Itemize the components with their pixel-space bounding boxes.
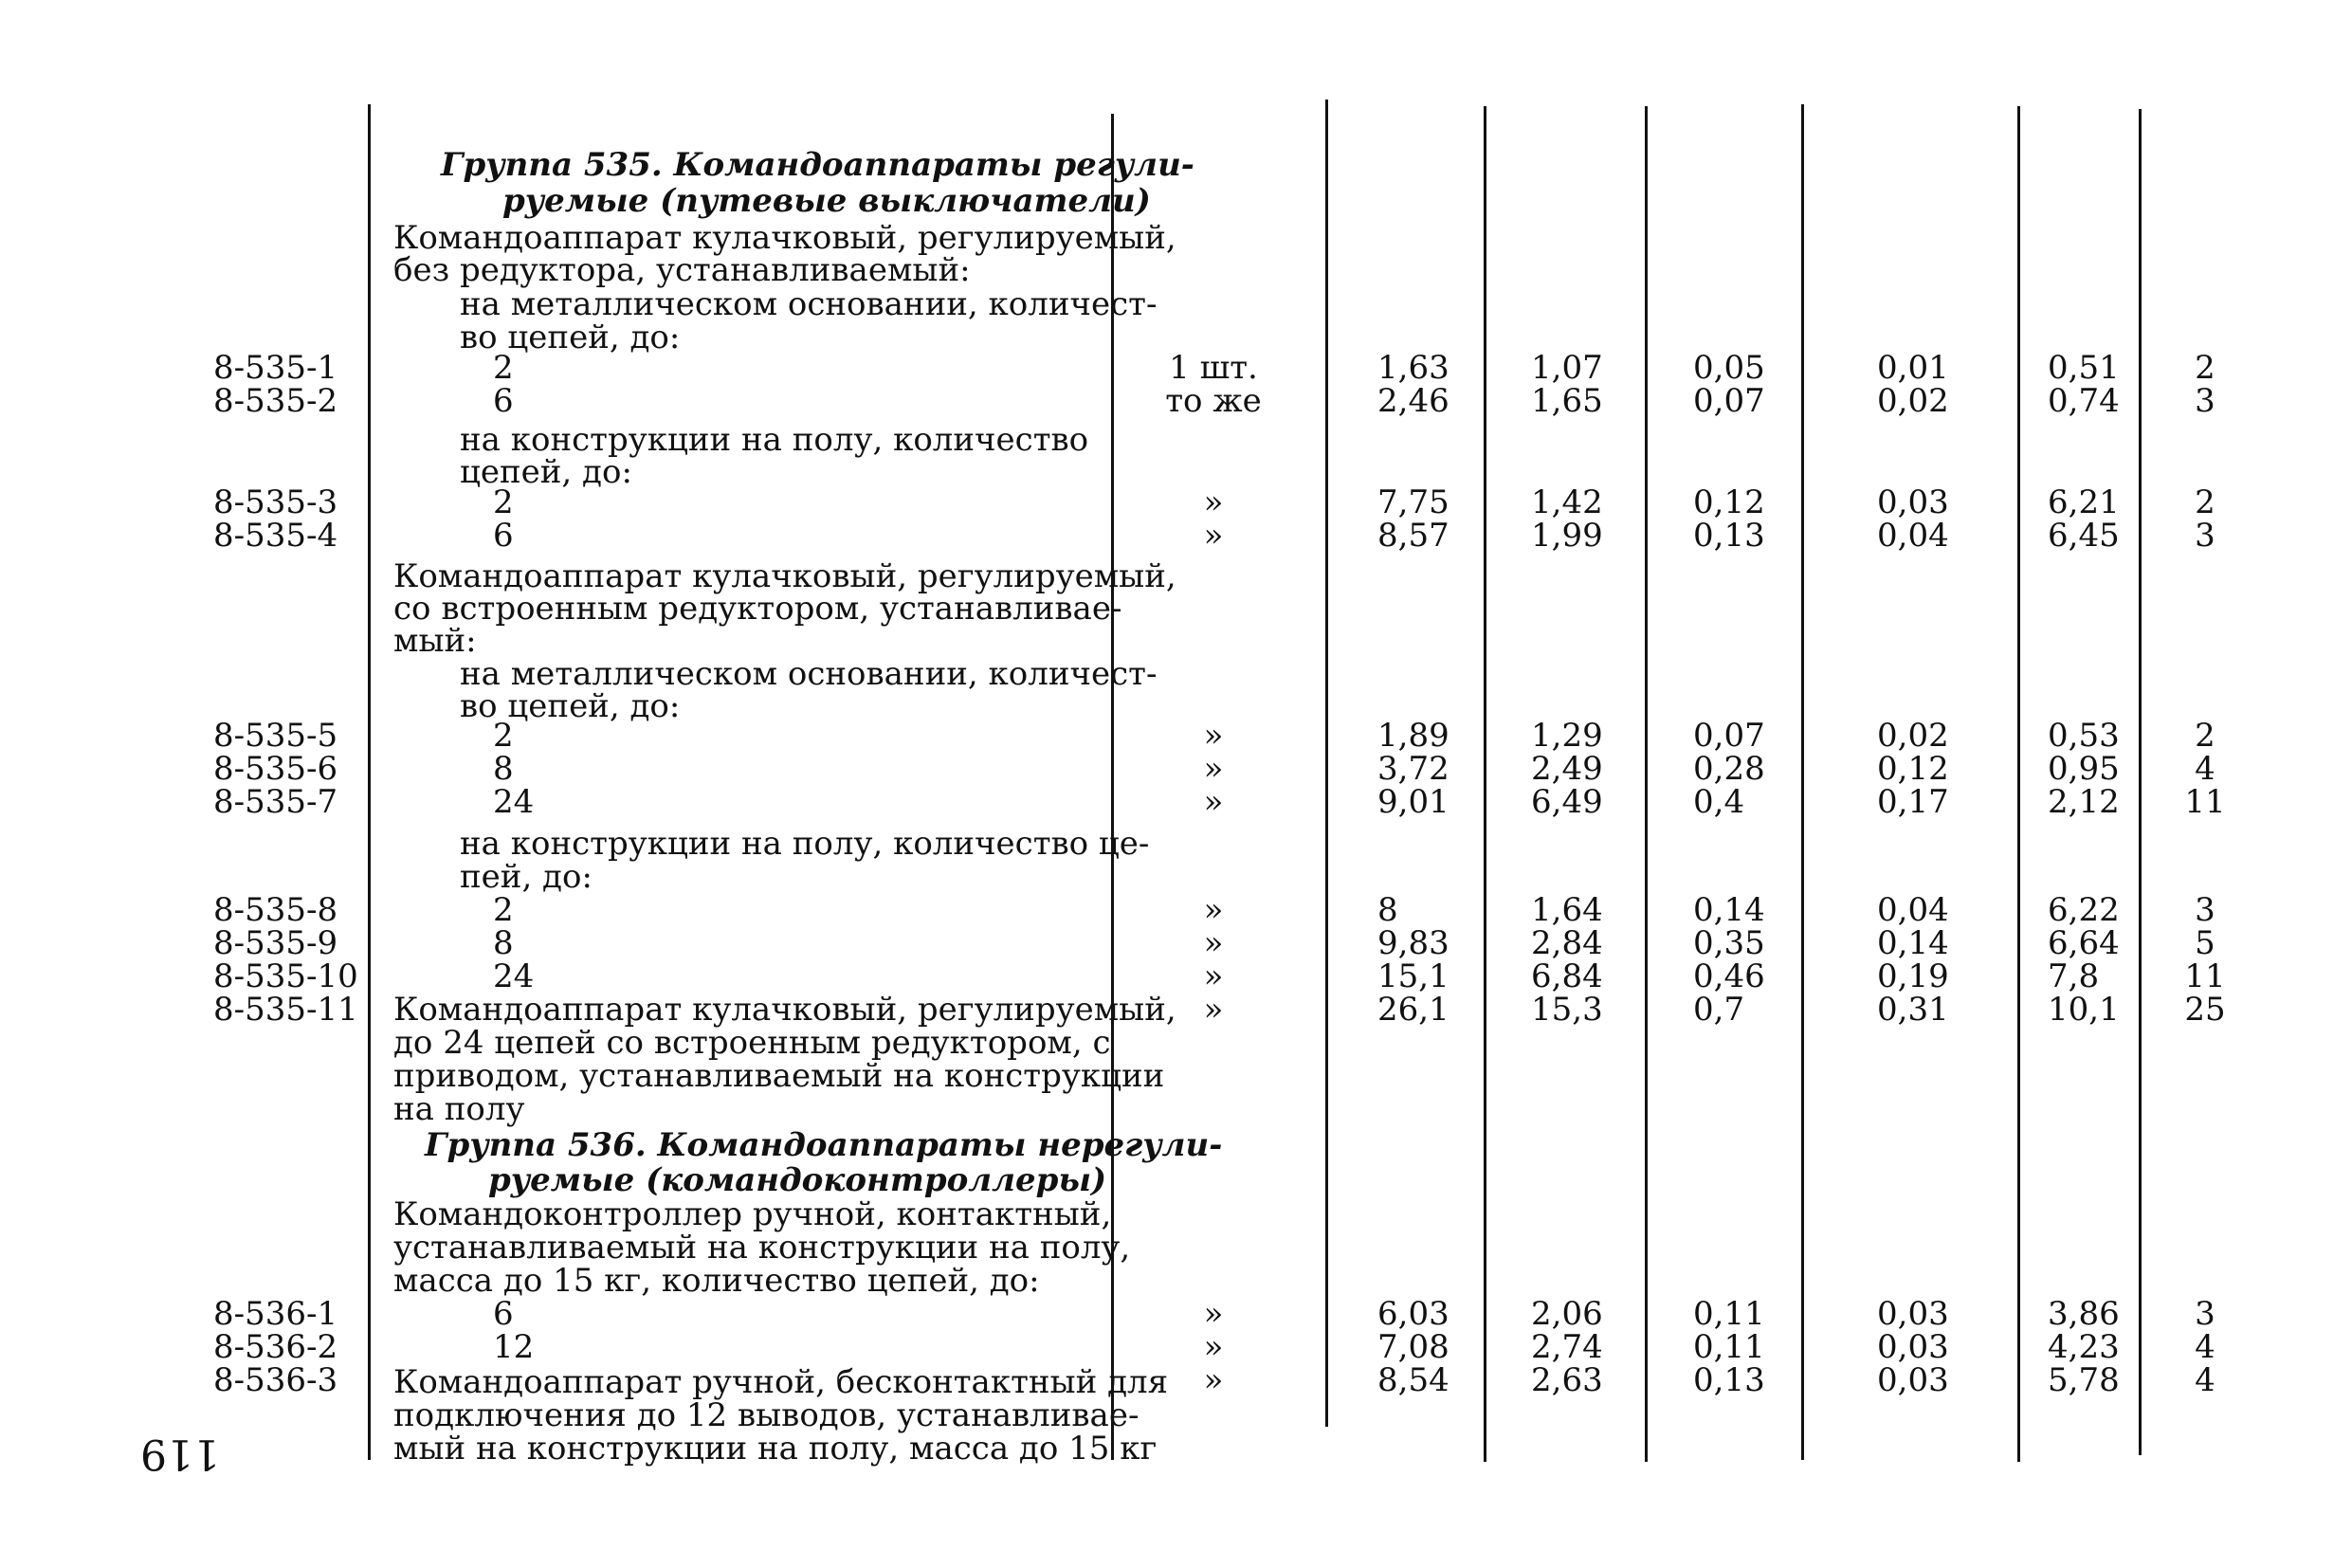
row-value-2: 1,29 <box>1531 717 1603 755</box>
row-value-3: 0,13 <box>1693 517 1765 555</box>
row-value-6: 2 <box>2195 349 2215 387</box>
row-value-4: 0,04 <box>1877 517 1949 555</box>
row-code: 8-535-2 <box>213 382 338 420</box>
row-value-3: 0,35 <box>1693 924 1765 962</box>
desc-b3: мый: <box>393 622 477 660</box>
row-value-5: 0,74 <box>2048 382 2120 420</box>
row-value-4: 0,19 <box>1877 957 1949 995</box>
row-value-3: 0,05 <box>1693 349 1765 387</box>
row-value-1: 8,57 <box>1377 517 1449 555</box>
row-unit: » <box>1203 483 1224 521</box>
row-code: 8-535-7 <box>213 783 338 821</box>
row-unit: » <box>1203 717 1224 755</box>
row-value-6: 2 <box>2195 717 2215 755</box>
desc-b4: на металлическом основании, количест- <box>460 655 1158 693</box>
desc-a2: без редуктора, устанавливаемый: <box>393 251 971 289</box>
row-value-4: 0,14 <box>1877 924 1949 962</box>
row-code: 8-535-3 <box>213 483 338 521</box>
row-value-2: 6,84 <box>1531 957 1603 995</box>
desc-a4: во цепей, до: <box>460 319 681 356</box>
row-unit: » <box>1203 1361 1224 1399</box>
row-value-1: 1,63 <box>1377 349 1449 387</box>
row-code: 8-535-1 <box>213 349 338 387</box>
rule-col2 <box>1484 106 1486 1462</box>
row-value-6: 25 <box>2184 991 2226 1029</box>
row-value-1: 2,46 <box>1377 382 1449 420</box>
row-circuits: 8 <box>493 924 514 962</box>
row-code: 8-535-11 <box>213 991 358 1029</box>
row-value-5: 6,45 <box>2048 517 2120 555</box>
row-value-5: 2,12 <box>2048 783 2120 821</box>
row-code: 8-536-1 <box>213 1295 338 1333</box>
row-value-5: 0,53 <box>2048 717 2120 755</box>
row-value-2: 1,99 <box>1531 517 1603 555</box>
desc-e2: подключения до 12 выводов, устанавливае- <box>393 1396 1140 1434</box>
row-value-5: 6,22 <box>2048 891 2120 929</box>
row-unit: » <box>1203 891 1224 929</box>
row-value-2: 1,65 <box>1531 382 1603 420</box>
row-value-6: 4 <box>2195 750 2215 788</box>
row-value-2: 1,42 <box>1531 483 1603 521</box>
desc-b2: со встроенным редуктором, устанавливае- <box>393 590 1122 628</box>
row-value-3: 0,07 <box>1693 717 1765 755</box>
group535-title-line2: руемые (путевые выключатели) <box>502 182 1151 220</box>
row-value-1: 8,54 <box>1377 1361 1449 1399</box>
desc-e3: мый на конструкции на полу, масса до 15 кг <box>393 1430 1158 1468</box>
desc-b1: Командоаппарат кулачковый, регулируемый, <box>393 557 1176 595</box>
desc-b7: пей, до: <box>460 858 593 896</box>
desc-b5: во цепей, до: <box>460 687 681 725</box>
row-value-6: 2 <box>2195 483 2215 521</box>
row-value-6: 4 <box>2195 1328 2215 1366</box>
row-value-3: 0,7 <box>1693 991 1745 1029</box>
desc-a3: на металлическом основании, количест- <box>460 285 1158 323</box>
desc-d3: масса до 15 кг, количество цепей, до: <box>393 1262 1040 1300</box>
row-value-5: 0,95 <box>2048 750 2120 788</box>
row-unit: » <box>1203 991 1224 1029</box>
row-circuits: 2 <box>493 349 514 387</box>
row-code: 8-535-6 <box>213 750 338 788</box>
row-circuits: 12 <box>493 1328 535 1366</box>
row-unit: 1 шт. <box>1169 349 1258 387</box>
row-value-4: 0,01 <box>1877 349 1949 387</box>
row-value-4: 0,03 <box>1877 1361 1949 1399</box>
row-value-2: 2,06 <box>1531 1295 1603 1333</box>
desc-c4: на полу <box>393 1090 525 1128</box>
desc-a1: Командоаппарат кулачковый, регулируемый, <box>393 219 1176 257</box>
row-value-1: 9,83 <box>1377 924 1449 962</box>
row-value-5: 6,21 <box>2048 483 2120 521</box>
row-value-5: 5,78 <box>2048 1361 2120 1399</box>
rule-col3 <box>1645 106 1648 1462</box>
row-code: 8-536-3 <box>213 1361 338 1399</box>
row-value-4: 0,03 <box>1877 1328 1949 1366</box>
desc-b6: на конструкции на полу, количество це- <box>460 825 1150 863</box>
row-circuits: 24 <box>493 783 535 821</box>
row-unit: » <box>1203 783 1224 821</box>
desc-c1: Командоаппарат кулачковый, регулируемый, <box>393 991 1176 1029</box>
row-value-5: 0,51 <box>2048 349 2120 387</box>
row-unit: » <box>1203 750 1224 788</box>
row-circuits: 2 <box>493 483 514 521</box>
row-circuits: 2 <box>493 717 514 755</box>
row-value-1: 8 <box>1377 891 1398 929</box>
row-value-1: 3,72 <box>1377 750 1449 788</box>
row-value-3: 0,11 <box>1693 1328 1765 1366</box>
row-circuits: 6 <box>493 517 514 555</box>
row-value-3: 0,4 <box>1693 783 1745 821</box>
row-value-4: 0,02 <box>1877 717 1949 755</box>
desc-e1: Командоаппарат ручной, бесконтактный для <box>393 1363 1169 1401</box>
row-circuits: 2 <box>493 891 514 929</box>
rule-col6 <box>2139 109 2142 1455</box>
row-code: 8-536-2 <box>213 1328 338 1366</box>
row-unit: » <box>1203 957 1224 995</box>
row-circuits: 6 <box>493 1295 514 1333</box>
desc-c3: приводом, устанавливаемый на конструкции <box>393 1057 1165 1095</box>
row-value-6: 11 <box>2184 957 2226 995</box>
row-value-6: 3 <box>2195 517 2215 555</box>
row-value-4: 0,17 <box>1877 783 1949 821</box>
rule-col4 <box>1801 104 1804 1460</box>
row-unit: » <box>1203 1328 1224 1366</box>
row-code: 8-535-9 <box>213 924 338 962</box>
rule-col5 <box>2017 106 2020 1462</box>
row-code: 8-535-8 <box>213 891 338 929</box>
row-value-2: 6,49 <box>1531 783 1603 821</box>
row-value-5: 6,64 <box>2048 924 2120 962</box>
row-value-5: 3,86 <box>2048 1295 2120 1333</box>
row-value-1: 6,03 <box>1377 1295 1449 1333</box>
desc-d1: Командоконтроллер ручной, контактный, <box>393 1195 1112 1233</box>
row-code: 8-535-10 <box>213 957 358 995</box>
row-value-1: 1,89 <box>1377 717 1449 755</box>
row-value-6: 11 <box>2184 783 2226 821</box>
row-value-3: 0,28 <box>1693 750 1765 788</box>
row-value-3: 0,11 <box>1693 1295 1765 1333</box>
row-value-6: 3 <box>2195 891 2215 929</box>
row-unit: » <box>1203 924 1224 962</box>
row-value-6: 5 <box>2195 924 2215 962</box>
row-value-2: 1,64 <box>1531 891 1603 929</box>
row-value-6: 4 <box>2195 1361 2215 1399</box>
row-value-6: 3 <box>2195 382 2215 420</box>
row-value-4: 0,31 <box>1877 991 1949 1029</box>
row-circuits: 8 <box>493 750 514 788</box>
row-value-4: 0,03 <box>1877 1295 1949 1333</box>
row-unit: » <box>1203 517 1224 555</box>
row-value-2: 1,07 <box>1531 349 1603 387</box>
row-circuits: 24 <box>493 957 535 995</box>
row-value-3: 0,13 <box>1693 1361 1765 1399</box>
row-circuits: 6 <box>493 382 514 420</box>
desc-d2: устанавливаемый на конструкции на полу, <box>393 1229 1131 1267</box>
row-value-5: 10,1 <box>2048 991 2120 1029</box>
row-value-2: 2,63 <box>1531 1361 1603 1399</box>
row-value-3: 0,46 <box>1693 957 1765 995</box>
row-unit: то же <box>1165 382 1262 420</box>
row-unit: » <box>1203 1295 1224 1333</box>
desc-a6: цепей, до: <box>460 453 632 491</box>
row-value-3: 0,12 <box>1693 483 1765 521</box>
row-value-1: 7,75 <box>1377 483 1449 521</box>
group536-title-line2: руемые (командоконтроллеры) <box>488 1161 1107 1199</box>
rule-left <box>368 104 371 1460</box>
row-value-2: 2,84 <box>1531 924 1603 962</box>
desc-a5: на конструкции на полу, количество <box>460 421 1089 459</box>
row-value-5: 7,8 <box>2048 957 2100 995</box>
row-value-4: 0,04 <box>1877 891 1949 929</box>
row-code: 8-535-4 <box>213 517 338 555</box>
row-value-6: 3 <box>2195 1295 2215 1333</box>
desc-c2: до 24 цепей со встроенным редуктором, с <box>393 1024 1111 1062</box>
row-value-3: 0,14 <box>1693 891 1765 929</box>
rule-col1 <box>1325 100 1328 1427</box>
row-value-1: 7,08 <box>1377 1328 1449 1366</box>
row-value-1: 9,01 <box>1377 783 1449 821</box>
row-value-3: 0,07 <box>1693 382 1765 420</box>
row-value-4: 0,02 <box>1877 382 1949 420</box>
group536-title-line1: Группа 536. Командоаппараты нерегули- <box>425 1126 1223 1164</box>
row-value-2: 2,74 <box>1531 1328 1603 1366</box>
row-value-2: 15,3 <box>1531 991 1603 1029</box>
page-number: 119 <box>140 1430 220 1478</box>
row-value-4: 0,12 <box>1877 750 1949 788</box>
row-value-4: 0,03 <box>1877 483 1949 521</box>
group535-title-line1: Группа 535. Командоаппараты регули- <box>441 146 1194 184</box>
row-code: 8-535-5 <box>213 717 338 755</box>
row-value-1: 15,1 <box>1377 957 1449 995</box>
row-value-5: 4,23 <box>2048 1328 2120 1366</box>
row-value-2: 2,49 <box>1531 750 1603 788</box>
row-value-1: 26,1 <box>1377 991 1449 1029</box>
